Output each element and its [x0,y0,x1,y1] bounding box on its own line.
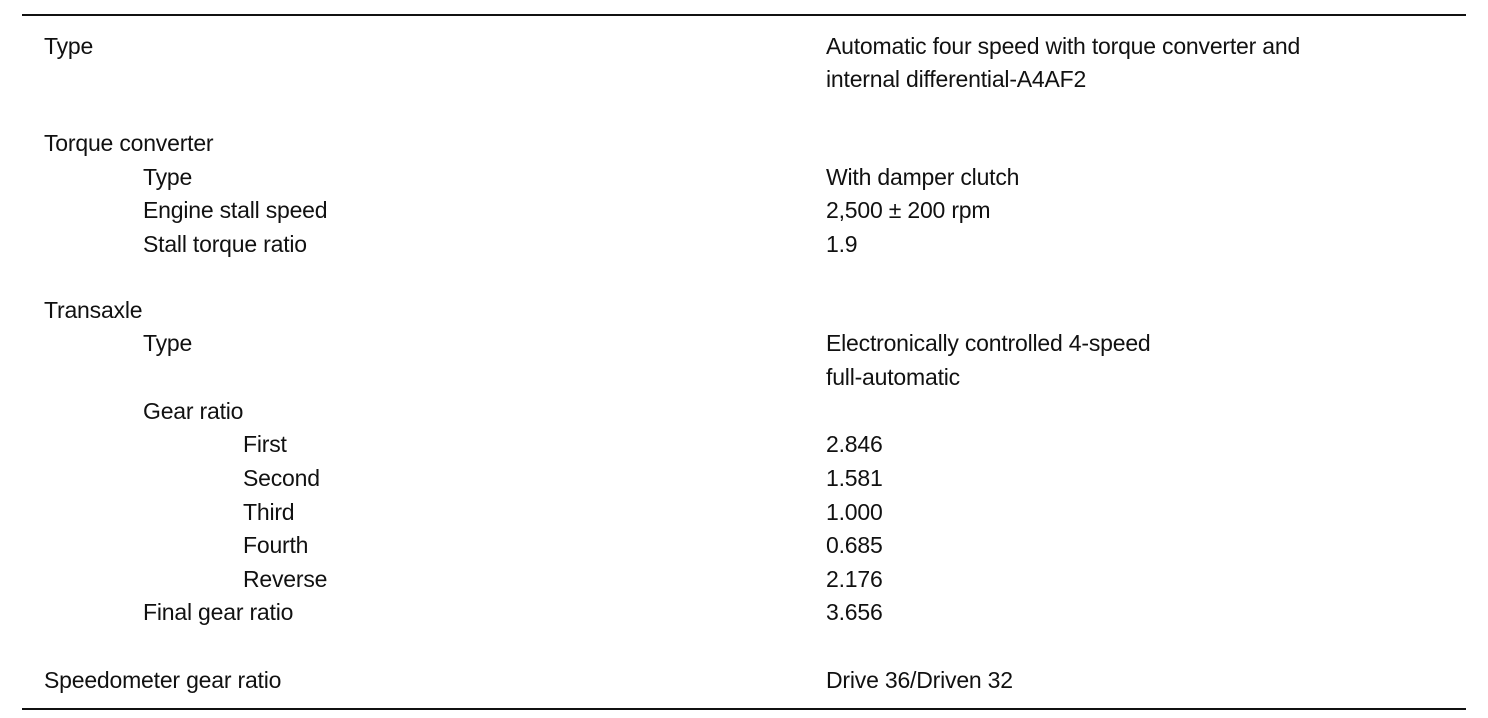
transaxle-heading: Transaxle [44,297,143,323]
gear-first-label: First [243,431,287,457]
type-label: Type [44,33,94,59]
stall-torque-label: Stall torque ratio [143,231,307,257]
torque-converter-type-label: Type [143,164,193,190]
speedometer-label: Speedometer gear ratio [44,667,282,693]
gear-ratio-label: Gear ratio [143,398,244,424]
stall-speed-value: 2,500 ± 200 rpm [826,197,991,223]
top-rule [22,14,1466,16]
transaxle-type-value-line1: Electronically controlled 4-speed [826,330,1151,356]
final-gear-value: 3.656 [826,599,883,625]
gear-third-label: Third [243,499,295,525]
speedometer-value: Drive 36/Driven 32 [826,667,1013,693]
transaxle-type-label: Type [143,330,193,356]
torque-converter-heading: Torque converter [44,130,214,156]
gear-reverse-value: 2.176 [826,566,883,592]
gear-third-value: 1.000 [826,499,883,525]
gear-second-value: 1.581 [826,465,883,491]
stall-speed-label: Engine stall speed [143,197,328,223]
type-value-line2: internal differential-A4AF2 [826,66,1087,92]
gear-second-label: Second [243,465,320,491]
transaxle-type-value-line2: full-automatic [826,364,960,390]
final-gear-label: Final gear ratio [143,599,294,625]
gear-fourth-label: Fourth [243,532,309,558]
gear-fourth-value: 0.685 [826,532,883,558]
stall-torque-value: 1.9 [826,231,858,257]
gear-first-value: 2.846 [826,431,883,457]
bottom-rule [22,708,1466,710]
torque-converter-type-value: With damper clutch [826,164,1020,190]
gear-reverse-label: Reverse [243,566,328,592]
type-value-line1: Automatic four speed with torque converter and [826,33,1301,59]
